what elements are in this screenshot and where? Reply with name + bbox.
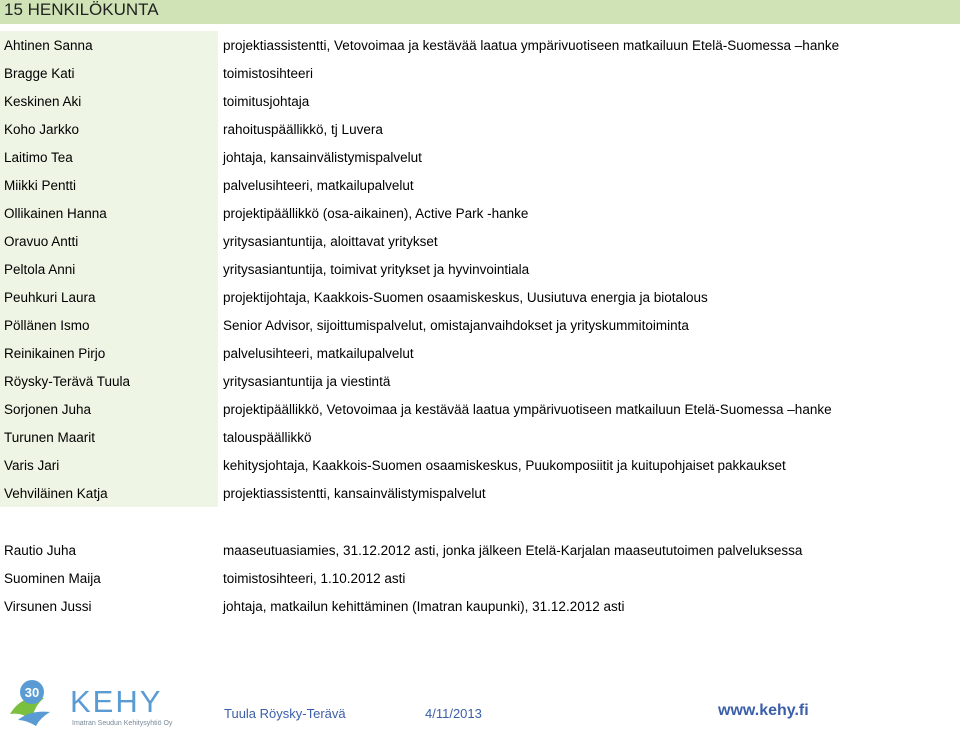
staff-name: Laitimo Tea [0,143,218,171]
staff-name: Pöllänen Ismo [0,311,218,339]
departed-role: toimistosihteeri, 1.10.2012 asti [223,570,406,586]
table-row [0,255,960,283]
table-row [0,283,960,311]
table-row [0,339,960,367]
staff-name: Ahtinen Sanna [0,31,218,59]
staff-role: projektipäällikkö, Vetovoimaa ja kestävää laatua ympärivuotiseen matkailuun Etelä-Suomessa –hanke [223,401,832,417]
staff-role: projektipäällikkö (osa-aikainen), Active Park -hanke [223,205,529,221]
staff-table [0,31,960,507]
staff-name: Ollikainen Hanna [0,199,218,227]
staff-role: projektiassistentti, kansainvälistymispalvelut [223,485,486,501]
logo-text: KEHY [70,684,163,719]
table-row [0,171,960,199]
staff-name: Keskinen Aki [0,87,218,115]
page-title-bar [0,0,960,24]
staff-name: Miikki Pentti [0,171,218,199]
footer-url-link[interactable]: www.kehy.fi [718,702,809,719]
staff-role: palvelusihteeri, matkailupalvelut [223,345,414,361]
table-row [0,479,960,507]
table-row [0,423,960,451]
staff-name: Bragge Kati [0,59,218,87]
staff-role: palvelusihteeri, matkailupalvelut [223,177,414,193]
table-row [0,311,960,339]
staff-role: yritysasiantuntija, toimivat yritykset ja hyvinvointiala [223,261,530,277]
footer-date: 4/11/2013 [425,706,482,721]
table-row [0,199,960,227]
table-row [0,592,960,620]
staff-name: Turunen Maarit [0,423,218,451]
departed-role: maaseutuasiamies, 31.12.2012 asti, jonka jälkeen Etelä-Karjalan maaseututoimen palveluksessa [223,542,803,558]
departed-name: Rautio Juha [4,542,77,558]
table-row [0,564,960,592]
departed-table [0,536,960,620]
staff-role: kehitysjohtaja, Kaakkois-Suomen osaamiskeskus, Puukomposiitit ja kuitupohjaiset pakkaukset [223,457,786,473]
table-row [0,367,960,395]
table-row [0,59,960,87]
staff-name: Sorjonen Juha [0,395,218,423]
staff-role: yritysasiantuntija, aloittavat yritykset [223,233,438,249]
staff-role: projektijohtaja, Kaakkois-Suomen osaamiskeskus, Uusiutuva energia ja biotalous [223,289,708,305]
staff-name: Koho Jarkko [0,115,218,143]
departed-name: Suominen Maija [4,570,101,586]
staff-name: Peuhkuri Laura [0,283,218,311]
staff-name: Oravuo Antti [0,227,218,255]
staff-role: rahoituspäällikkö, tj Luvera [223,121,383,137]
table-row [0,395,960,423]
page-title: 15 HENKILÖKUNTA [4,0,159,19]
kehy-logo [4,676,174,732]
staff-name: Reinikainen Pirjo [0,339,218,367]
table-row [0,536,960,564]
table-row [0,87,960,115]
table-row [0,451,960,479]
footer [0,670,960,736]
table-row [0,143,960,171]
logo-subtitle: Imatran Seudun Kehitysyhtiö Oy [72,720,173,727]
staff-role: johtaja, kansainvälistymispalvelut [223,149,422,165]
departed-name: Virsunen Jussi [4,598,92,614]
staff-role: toimistosihteeri [223,65,314,81]
staff-role: Senior Advisor, sijoittumispalvelut, omistajanvaihdokset ja yrityskummitoiminta [223,317,689,333]
staff-role: projektiassistentti, Vetovoimaa ja kestävää laatua ympärivuotiseen matkailuun Etelä-Suomessa –hanke [223,37,840,53]
table-row [0,115,960,143]
kehy-30-badge-icon [4,676,66,728]
table-row [0,227,960,255]
staff-name: Vehviläinen Katja [0,479,218,507]
staff-name: Peltola Anni [0,255,218,283]
footer-author: Tuula Röysky-Terävä [224,706,346,721]
staff-name: Varis Jari [0,451,218,479]
staff-name: Röysky-Terävä Tuula [0,367,218,395]
staff-role: talouspäällikkö [223,429,312,445]
staff-role: yritysasiantuntija ja viestintä [223,373,391,389]
staff-role: toimitusjohtaja [223,93,310,109]
departed-role: johtaja, matkailun kehittäminen (Imatran kaupunki), 31.12.2012 asti [223,598,625,614]
badge-number: 30 [24,685,40,700]
table-row [0,31,960,59]
